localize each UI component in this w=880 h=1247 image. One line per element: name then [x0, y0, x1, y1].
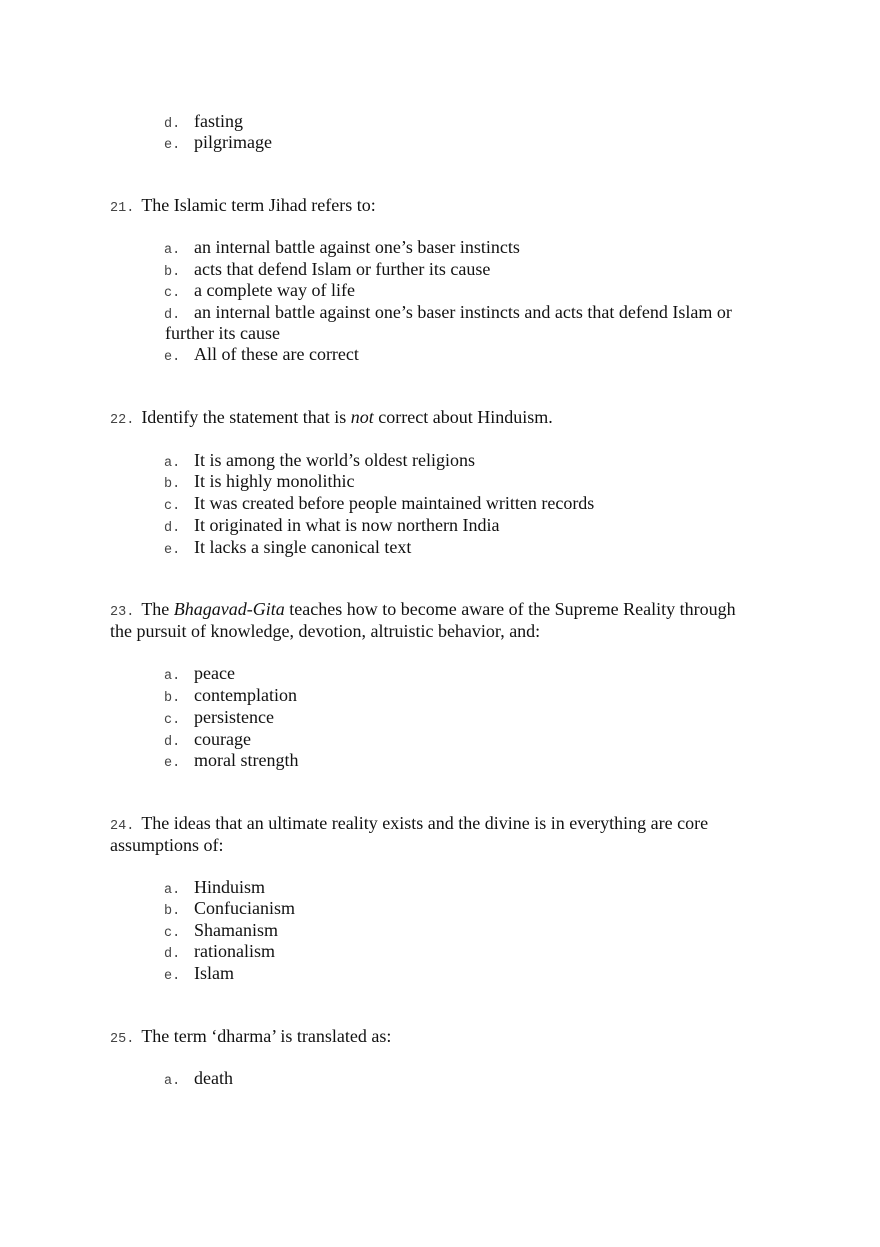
- question-number: 25.: [110, 1032, 135, 1047]
- option-text: courage: [194, 729, 251, 749]
- answer-option: [164, 536, 411, 562]
- option-label: b.: [164, 265, 181, 280]
- option-label: e.: [164, 543, 181, 558]
- stem-text: assumptions of:: [110, 835, 224, 855]
- option-label: e.: [164, 969, 181, 984]
- answer-option: [164, 749, 298, 775]
- question-stem: [110, 1025, 391, 1051]
- option-text: an internal battle against one’s baser instincts and acts that defend Islam or: [194, 302, 732, 322]
- option-text: All of these are correct: [194, 344, 359, 364]
- option-label: b.: [164, 477, 181, 492]
- stem-text: teaches how to become aware of the Supreme Reality through: [284, 599, 736, 619]
- question-number: 22.: [110, 413, 135, 428]
- option-text: It lacks a single canonical text: [194, 537, 412, 557]
- option-text: peace: [194, 663, 235, 683]
- option-label: b.: [164, 691, 181, 706]
- answer-option: [164, 1067, 233, 1093]
- stem-text: The ideas that an ultimate reality exists and the divine is in everything are core: [141, 813, 709, 833]
- option-text: rationalism: [194, 941, 275, 961]
- option-label: a.: [164, 883, 181, 898]
- option-text: an internal battle against one’s baser instincts: [194, 237, 520, 257]
- option-label: e.: [164, 138, 181, 153]
- option-text: further its cause: [165, 323, 280, 343]
- question-stem: [110, 620, 540, 642]
- option-text: persistence: [194, 707, 274, 727]
- stem-text: The: [141, 599, 174, 619]
- option-text: It originated in what is now northern India: [194, 515, 500, 535]
- option-text: death: [194, 1068, 233, 1088]
- option-text: fasting: [194, 111, 243, 131]
- question-number: 24.: [110, 819, 135, 834]
- stem-text: Identify the statement that is: [141, 407, 351, 427]
- option-label: d.: [164, 735, 181, 750]
- answer-option-continued: [165, 322, 280, 344]
- option-label: c.: [164, 926, 181, 941]
- option-label: c.: [164, 286, 181, 301]
- option-text: Shamanism: [194, 920, 278, 940]
- option-label: a.: [164, 669, 181, 684]
- option-label: d.: [164, 117, 181, 132]
- stem-text: the pursuit of knowledge, devotion, altruistic behavior, and:: [110, 621, 541, 641]
- option-text: It is highly monolithic: [194, 471, 355, 491]
- option-label: d.: [164, 947, 181, 962]
- option-text: Confucianism: [194, 898, 295, 918]
- option-text: It is among the world’s oldest religions: [194, 450, 475, 470]
- option-label: a.: [164, 456, 181, 471]
- question-number: 23.: [110, 605, 135, 620]
- question-stem: [110, 194, 376, 220]
- option-text: acts that defend Islam or further its cause: [194, 259, 491, 279]
- option-text: contemplation: [194, 685, 297, 705]
- option-text: pilgrimage: [194, 132, 272, 152]
- option-label: a.: [164, 1074, 181, 1089]
- option-text: It was created before people maintained written records: [194, 493, 595, 513]
- option-label: c.: [164, 713, 181, 728]
- question-number: 21.: [110, 201, 135, 216]
- question-stem: [110, 834, 224, 856]
- answer-option: [164, 962, 234, 988]
- option-text: Hinduism: [194, 877, 266, 897]
- option-text: a complete way of life: [194, 280, 355, 300]
- question-stem: [110, 406, 553, 432]
- option-text: Islam: [194, 963, 234, 983]
- answer-option: [164, 131, 272, 157]
- option-label: c.: [164, 499, 181, 514]
- option-label: d.: [164, 521, 181, 536]
- option-text: moral strength: [194, 750, 299, 770]
- stem-text: correct about Hinduism.: [373, 407, 553, 427]
- option-label: b.: [164, 904, 181, 919]
- option-label: d.: [164, 308, 181, 323]
- option-label: e.: [164, 756, 181, 771]
- emphasized-text: Bhagavad-Gita: [173, 599, 285, 619]
- option-label: a.: [164, 243, 181, 258]
- emphasized-text: not: [350, 407, 374, 427]
- option-label: e.: [164, 350, 181, 365]
- stem-text: The term ‘dharma’ is translated as:: [141, 1026, 392, 1046]
- stem-text: The Islamic term Jihad refers to:: [141, 195, 376, 215]
- answer-option: [164, 343, 359, 369]
